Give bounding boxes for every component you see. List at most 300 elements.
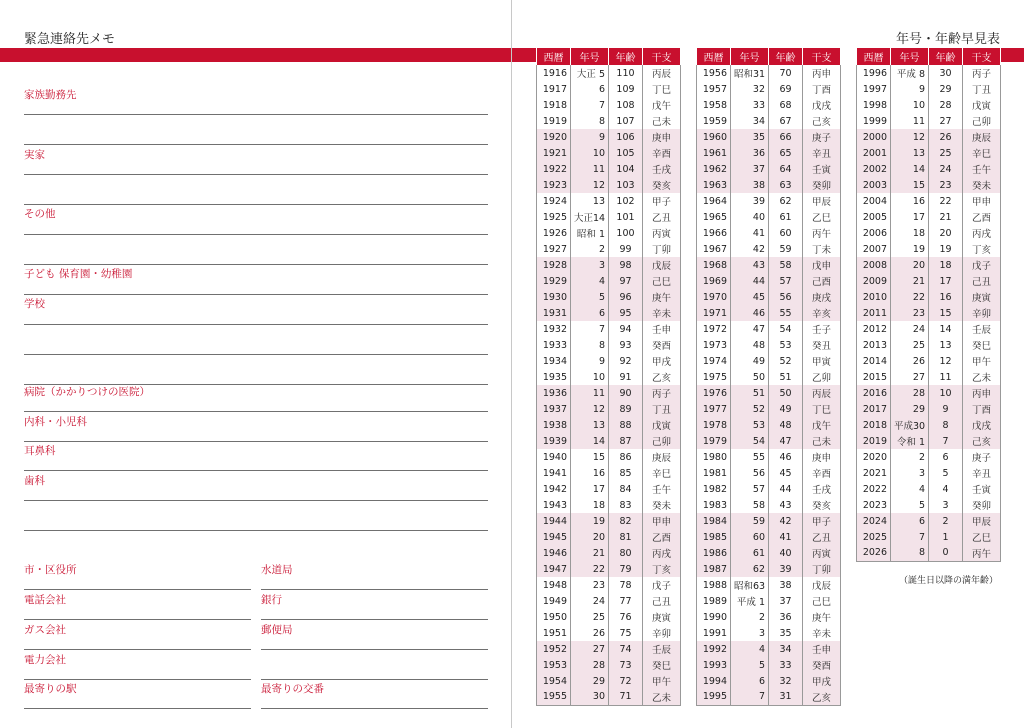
table-row [537,385,681,401]
cell-nengo: 19 [891,241,929,257]
cell-seireki: 1963 [697,177,731,193]
cell-eto: 丙戌 [963,225,1001,241]
cell-seireki: 1918 [537,97,571,113]
cell-seireki: 1980 [697,449,731,465]
cell-eto: 庚辰 [643,449,681,465]
write-line[interactable] [24,204,488,205]
cell-eto: 丁卯 [643,241,681,257]
cell-seireki: 1945 [537,529,571,545]
write-line[interactable] [24,619,251,620]
table-row [697,689,841,705]
cell-nengo: 37 [731,161,769,177]
cell-nengo: 28 [891,385,929,401]
write-line[interactable] [24,411,488,412]
table-row [537,225,681,241]
cell-nengo: 4 [571,273,609,289]
cell-age: 17 [929,273,963,289]
header-seireki: 西暦 [537,48,571,65]
table-row [697,513,841,529]
cell-nengo: 4 [731,641,769,657]
cell-nengo: 16 [891,193,929,209]
write-line[interactable] [24,234,488,235]
label-phone-company: 電話会社 [24,594,66,606]
cell-nengo: 13 [571,193,609,209]
cell-nengo: 昭和63 [731,577,769,593]
cell-age: 62 [769,193,803,209]
table-row [857,417,1001,433]
cell-nengo: 9 [571,129,609,145]
cell-age: 69 [769,81,803,97]
cell-seireki: 1935 [537,369,571,385]
cell-seireki: 1993 [697,657,731,673]
write-line[interactable] [24,649,251,650]
write-line[interactable] [261,619,488,620]
cell-seireki: 1959 [697,113,731,129]
cell-eto: 乙丑 [643,209,681,225]
cell-nengo: 19 [571,513,609,529]
cell-eto: 乙酉 [963,209,1001,225]
table-row [537,241,681,257]
cell-age: 79 [609,561,643,577]
cell-age: 8 [929,417,963,433]
cell-nengo: 9 [571,353,609,369]
cell-seireki: 1999 [857,113,891,129]
cell-eto: 辛巳 [963,145,1001,161]
cell-nengo: 11 [891,113,929,129]
cell-eto: 辛酉 [643,145,681,161]
cell-nengo: 18 [891,225,929,241]
cell-age: 80 [609,545,643,561]
cell-eto: 戊寅 [963,97,1001,113]
cell-age: 64 [769,161,803,177]
table-row [857,209,1001,225]
cell-nengo: 61 [731,545,769,561]
cell-nengo: 26 [891,353,929,369]
cell-eto: 乙亥 [643,369,681,385]
cell-age: 14 [929,321,963,337]
cell-seireki: 1952 [537,641,571,657]
cell-age: 31 [769,689,803,705]
write-line[interactable] [24,530,488,531]
cell-nengo: 7 [891,529,929,545]
cell-age: 20 [929,225,963,241]
write-line[interactable] [261,649,488,650]
cell-age: 13 [929,337,963,353]
table-row [537,641,681,657]
cell-nengo: 50 [731,369,769,385]
cell-eto: 乙丑 [803,529,841,545]
label-home: 実家 [24,149,45,161]
label-gas-company: ガス会社 [24,624,66,636]
cell-age: 100 [609,225,643,241]
write-line[interactable] [24,470,488,471]
cell-seireki: 2019 [857,433,891,449]
cell-nengo: 2 [731,609,769,625]
table-row [537,417,681,433]
cell-seireki: 1962 [697,161,731,177]
cell-seireki: 1957 [697,81,731,97]
cell-seireki: 2009 [857,273,891,289]
cell-nengo: 11 [571,385,609,401]
cell-seireki: 1973 [697,337,731,353]
cell-age: 72 [609,673,643,689]
right-accent-bar-start [512,48,536,62]
table-row [537,145,681,161]
cell-age: 66 [769,129,803,145]
label-family-work: 家族勤務先 [24,89,77,101]
table-row [857,193,1001,209]
table-row [537,449,681,465]
write-line[interactable] [261,589,488,590]
cell-nengo: 24 [571,593,609,609]
cell-age: 82 [609,513,643,529]
cell-seireki: 1982 [697,481,731,497]
cell-age: 6 [929,449,963,465]
cell-nengo: 13 [571,417,609,433]
cell-nengo: 8 [571,113,609,129]
write-line[interactable] [24,144,488,145]
cell-nengo: 48 [731,337,769,353]
cell-age: 49 [769,401,803,417]
cell-eto: 丙辰 [643,65,681,81]
cell-age: 87 [609,433,643,449]
table-row [697,481,841,497]
cell-eto: 癸丑 [803,337,841,353]
cell-seireki: 1938 [537,417,571,433]
cell-age: 42 [769,513,803,529]
cell-eto: 丙申 [803,65,841,81]
cell-seireki: 1947 [537,561,571,577]
year-table-2 [696,48,841,706]
cell-eto: 丙寅 [803,545,841,561]
cell-age: 93 [609,337,643,353]
cell-age: 10 [929,385,963,401]
cell-seireki: 1956 [697,65,731,81]
cell-seireki: 1951 [537,625,571,641]
cell-age: 57 [769,273,803,289]
table-row [697,257,841,273]
cell-nengo: 6 [571,305,609,321]
cell-nengo: 54 [731,433,769,449]
label-station: 最寄りの駅 [24,683,77,695]
cell-eto: 癸卯 [963,497,1001,513]
cell-eto: 丙午 [963,545,1001,561]
cell-eto: 乙未 [643,689,681,705]
cell-seireki: 1933 [537,337,571,353]
cell-eto: 己卯 [643,433,681,449]
cell-age: 107 [609,113,643,129]
table-row [857,513,1001,529]
table-row [537,465,681,481]
cell-seireki: 1937 [537,401,571,417]
cell-eto: 丁酉 [963,401,1001,417]
table-row [697,81,841,97]
table-row [697,353,841,369]
cell-nengo: 38 [731,177,769,193]
cell-age: 75 [609,625,643,641]
cell-eto: 乙亥 [803,689,841,705]
cell-eto: 己酉 [803,273,841,289]
table-row [537,689,681,705]
table-row [857,289,1001,305]
cell-seireki: 1979 [697,433,731,449]
cell-seireki: 1983 [697,497,731,513]
cell-eto: 己巳 [643,273,681,289]
right-page-title: 年号・年齢早見表 [895,32,1000,47]
cell-nengo: 45 [731,289,769,305]
cell-nengo: 11 [571,161,609,177]
cell-nengo: 12 [571,401,609,417]
table-row [857,145,1001,161]
cell-nengo: 7 [571,321,609,337]
header-seireki: 西暦 [857,48,891,65]
table-row [697,657,841,673]
cell-nengo: 25 [891,337,929,353]
cell-nengo: 27 [571,641,609,657]
cell-seireki: 2004 [857,193,891,209]
cell-age: 68 [769,97,803,113]
write-line[interactable] [24,264,488,265]
table-row [697,545,841,561]
cell-age: 50 [769,385,803,401]
write-line[interactable] [24,324,488,325]
table-row [537,481,681,497]
cell-eto: 己未 [643,113,681,129]
cell-age: 77 [609,593,643,609]
table-row [697,385,841,401]
cell-seireki: 1981 [697,465,731,481]
cell-age: 103 [609,177,643,193]
cell-eto: 戊戌 [803,97,841,113]
cell-eto: 辛卯 [643,625,681,641]
cell-seireki: 1926 [537,225,571,241]
cell-age: 40 [769,545,803,561]
cell-age: 18 [929,257,963,273]
cell-age: 76 [609,609,643,625]
cell-seireki: 1961 [697,145,731,161]
table-row [537,353,681,369]
cell-age: 108 [609,97,643,113]
table-row [697,449,841,465]
cell-age: 2 [929,513,963,529]
cell-seireki: 1970 [697,289,731,305]
cell-age: 4 [929,481,963,497]
cell-age: 54 [769,321,803,337]
cell-age: 27 [929,113,963,129]
cell-age: 74 [609,641,643,657]
cell-seireki: 1996 [857,65,891,81]
cell-eto: 乙卯 [803,369,841,385]
cell-nengo: 26 [571,625,609,641]
cell-seireki: 2010 [857,289,891,305]
cell-age: 3 [929,497,963,513]
write-line[interactable] [24,441,488,442]
cell-seireki: 2018 [857,417,891,433]
cell-nengo: 9 [891,81,929,97]
header-eto: 干支 [803,48,841,65]
cell-eto: 己丑 [963,273,1001,289]
table-row [537,369,681,385]
cell-seireki: 2002 [857,161,891,177]
write-line[interactable] [261,708,488,709]
write-line[interactable] [24,679,251,680]
cell-seireki: 2020 [857,449,891,465]
cell-eto: 癸酉 [643,337,681,353]
cell-eto: 辛卯 [963,305,1001,321]
cell-eto: 壬寅 [803,161,841,177]
cell-nengo: 20 [571,529,609,545]
cell-nengo: 40 [731,209,769,225]
cell-seireki: 1940 [537,449,571,465]
cell-eto: 甲戌 [803,673,841,689]
cell-nengo: 5 [571,289,609,305]
cell-eto: 庚子 [803,129,841,145]
cell-age: 101 [609,209,643,225]
cell-eto: 戊寅 [643,417,681,433]
cell-age: 7 [929,433,963,449]
cell-eto: 戊辰 [803,577,841,593]
table-row [697,145,841,161]
write-line[interactable] [24,294,488,295]
table-row [857,369,1001,385]
cell-age: 97 [609,273,643,289]
cell-eto: 甲子 [803,513,841,529]
cell-seireki: 1987 [697,561,731,577]
cell-eto: 丁丑 [643,401,681,417]
write-line[interactable] [24,114,488,115]
cell-seireki: 2022 [857,481,891,497]
table-row [537,209,681,225]
write-line[interactable] [261,679,488,680]
cell-seireki: 2016 [857,385,891,401]
header-age: 年齢 [769,48,803,65]
table-row [697,305,841,321]
table-row [697,673,841,689]
cell-eto: 辛未 [643,305,681,321]
cell-seireki: 2012 [857,321,891,337]
table-row [697,609,841,625]
cell-seireki: 1917 [537,81,571,97]
cell-nengo: 22 [571,561,609,577]
cell-nengo: 24 [891,321,929,337]
cell-age: 90 [609,385,643,401]
age-footnote: （誕生日以降の満年齢） [898,576,998,586]
cell-age: 98 [609,257,643,273]
cell-seireki: 1977 [697,401,731,417]
cell-age: 67 [769,113,803,129]
cell-nengo: 59 [731,513,769,529]
table-row [537,673,681,689]
cell-age: 81 [609,529,643,545]
table-row [697,97,841,113]
cell-age: 23 [929,177,963,193]
cell-nengo: 60 [731,529,769,545]
cell-eto: 戊戌 [963,417,1001,433]
cell-seireki: 1971 [697,305,731,321]
write-line[interactable] [24,589,251,590]
write-line[interactable] [24,500,488,501]
cell-seireki: 2003 [857,177,891,193]
label-other: その他 [24,208,56,220]
cell-seireki: 1988 [697,577,731,593]
cell-seireki: 1949 [537,593,571,609]
write-line[interactable] [24,708,251,709]
cell-nengo: 平成 8 [891,65,929,81]
table-row [857,497,1001,513]
cell-eto: 庚寅 [643,609,681,625]
table-row [697,289,841,305]
cell-seireki: 2000 [857,129,891,145]
table-row [537,497,681,513]
cell-eto: 甲午 [643,673,681,689]
table-row [857,177,1001,193]
cell-nengo: 大正 5 [571,65,609,81]
cell-eto: 壬申 [643,321,681,337]
cell-nengo: 49 [731,353,769,369]
cell-eto: 甲戌 [643,353,681,369]
label-dental: 歯科 [24,475,45,487]
cell-eto: 辛丑 [803,145,841,161]
cell-eto: 壬辰 [643,641,681,657]
cell-eto: 乙酉 [643,529,681,545]
table-row [697,241,841,257]
cell-age: 51 [769,369,803,385]
cell-seireki: 1992 [697,641,731,657]
cell-eto: 庚申 [803,449,841,465]
cell-nengo: 2 [891,449,929,465]
cell-nengo: 39 [731,193,769,209]
cell-nengo: 8 [891,545,929,561]
cell-nengo: 30 [571,689,609,705]
cell-seireki: 1969 [697,273,731,289]
cell-nengo: 平成30 [891,417,929,433]
cell-eto: 乙巳 [803,209,841,225]
table-row [537,433,681,449]
year-table-3 [856,48,1001,562]
cell-seireki: 1984 [697,513,731,529]
cell-nengo: 44 [731,273,769,289]
cell-nengo: 32 [731,81,769,97]
header-eto: 干支 [643,48,681,65]
cell-eto: 甲子 [643,193,681,209]
cell-eto: 甲申 [643,513,681,529]
cell-age: 25 [929,145,963,161]
write-line[interactable] [24,174,488,175]
table-row [537,65,681,81]
table-row [537,161,681,177]
cell-eto: 丁巳 [803,401,841,417]
write-line[interactable] [24,354,488,355]
table-row [697,625,841,641]
cell-age: 46 [769,449,803,465]
cell-nengo: 平成 1 [731,593,769,609]
header-eto: 干支 [963,48,1001,65]
cell-nengo: 6 [731,673,769,689]
cell-nengo: 47 [731,321,769,337]
cell-eto: 丙子 [963,65,1001,81]
cell-age: 63 [769,177,803,193]
cell-eto: 癸酉 [803,657,841,673]
cell-eto: 癸卯 [803,177,841,193]
cell-seireki: 1921 [537,145,571,161]
cell-nengo: 10 [571,145,609,161]
cell-age: 1 [929,529,963,545]
cell-nengo: 36 [731,145,769,161]
cell-seireki: 1985 [697,529,731,545]
cell-eto: 戊申 [803,257,841,273]
cell-seireki: 1932 [537,321,571,337]
cell-eto: 戊子 [963,257,1001,273]
